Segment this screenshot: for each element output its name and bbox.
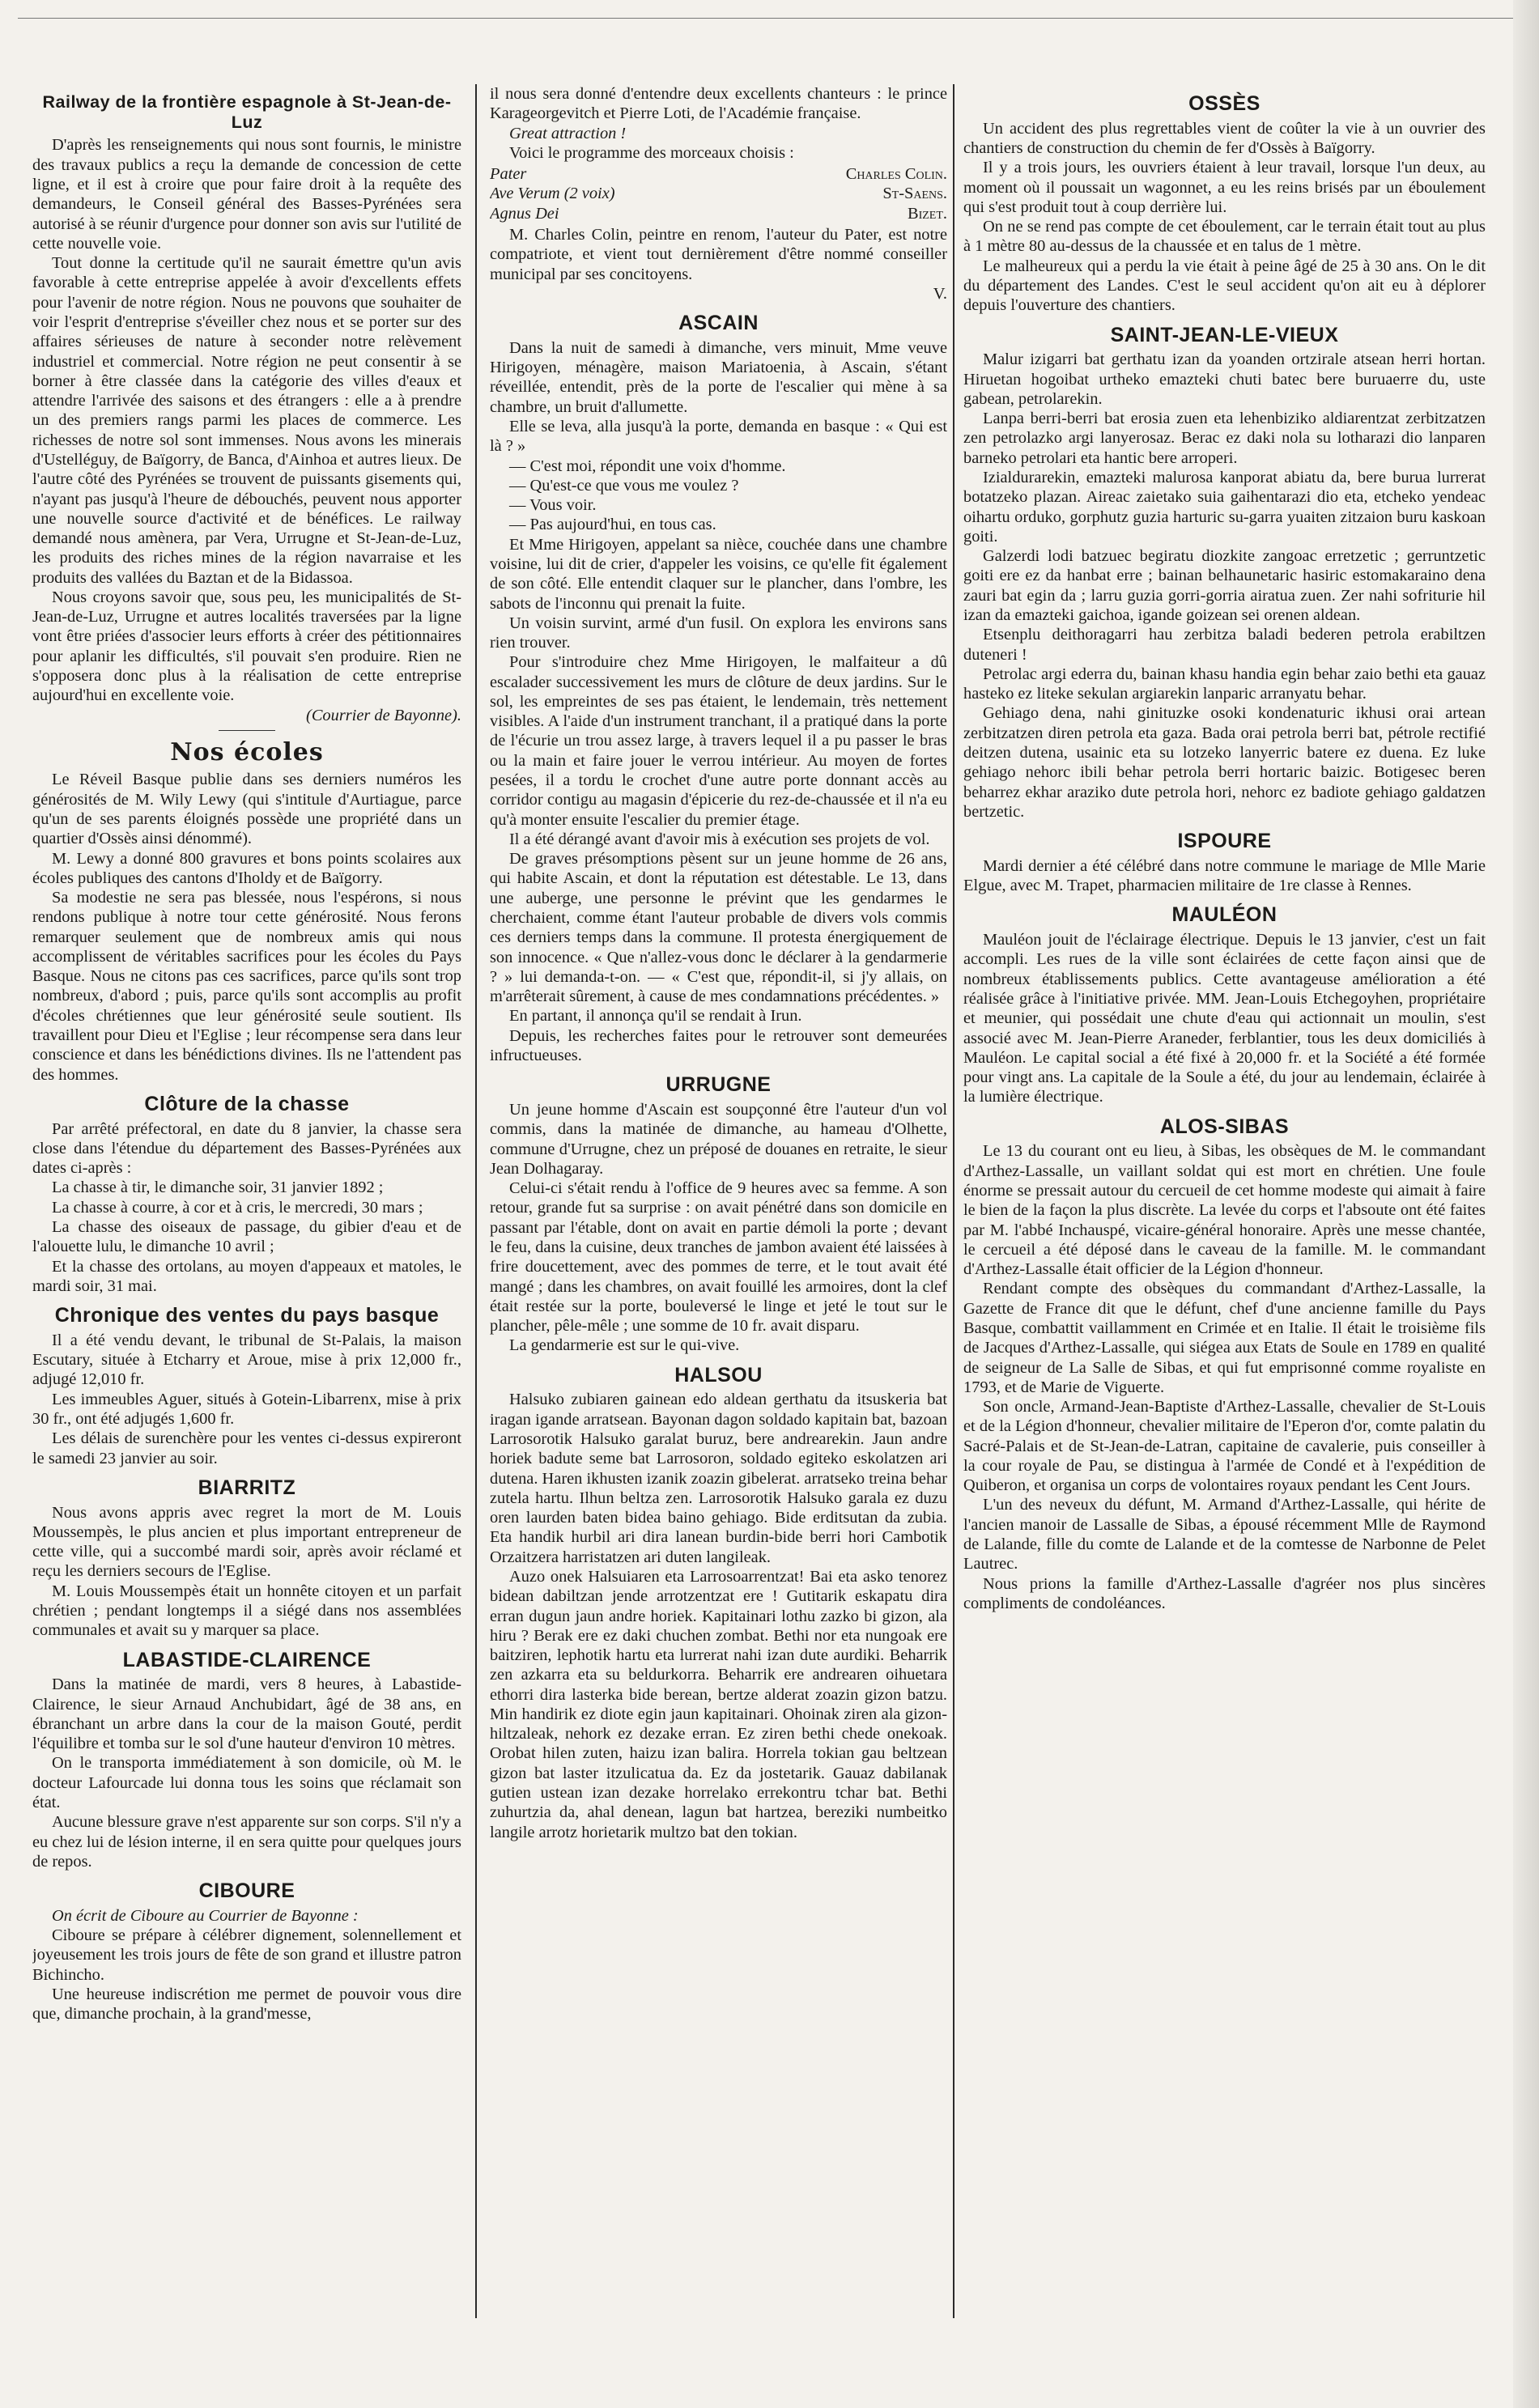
paragraph: D'après les renseignements qui nous sont fournis, le ministre des travaux publics a reçu la demande de concession de cette ligne, et il est à croire que pour faire droit à la requête des demandeurs, le Conseil général des Basses-Pyrénées sera autorisé à se réunir d'urgence pour donner son avis sur l'utilité de cette nouvelle voie. — [32, 136, 461, 253]
article-ecoles — [32, 739, 461, 1085]
paragraph: Les délais de surenchère pour les ventes ci-dessus expireront le samedi 23 janvier au soir. — [32, 1429, 461, 1467]
paragraph: Elle se leva, alla jusqu'à la porte, demanda en basque : « Qui est là ? » — [490, 417, 947, 456]
separator — [219, 730, 275, 731]
paragraph: On écrit de Ciboure au Courrier de Bayonne : — [52, 1906, 359, 1925]
program-list — [490, 164, 947, 223]
paragraph: Une heureuse indiscrétion me permet de pouvoir vous dire que, dimanche prochain, à la grand'messe, — [32, 1985, 461, 2024]
paragraph: M. Lewy a donné 800 gravures et bons points scolaires aux écoles publiques des cantons d'Iholdy et de Baïgorry. — [32, 849, 461, 887]
article-title: HALSOU — [674, 1363, 763, 1387]
paragraph: Il a été vendu devant, le tribunal de St-Palais, la maison Escutary, située à Etcharry et Aroue, mise à prix 12,000 fr., adjugé 12,010 fr. — [32, 1331, 461, 1389]
paragraph: On le transporta immédiatement à son domicile, où M. le docteur Lafourcade lui donna tous les soins que réclamait son état. — [32, 1754, 461, 1812]
article-ciboure-continued — [490, 84, 947, 304]
paragraph: Izialdurarekin, emazteki malurosa kanporat abiatu da, bere burua lurrerat botatzeko plazan. Aireac zaietako suia gaihentarazi dio eta, etcheko yendeac oihartu orduko, gorphutz guzia harturic su-garra yuaiten zitzaion buru kaskoan goiti. — [963, 469, 1486, 546]
paragraph: Celui-ci s'était rendu à l'office de 9 heures avec sa femme. A son retour, grande fut sa surprise : on avait pénétré dans son domicile en passant par l'étable, dont on avait en partie démoli la porte ; devant le feu, dans la cuisine, deux tranches de jambon avaient été laissées à frire doucettement, avec des pommes de terre, et le tout avait été mangé ; dans les chambres, on avait fouillé les armoires, dont la clef était restée sur la porte, bouleversé le linge et jeté le tout sur le plancher, pêle-mêle ; une somme de 10 fr. avait disparu. — [490, 1179, 947, 1336]
paragraph: — C'est moi, répondit une voix d'homme. — [509, 457, 786, 475]
program-item — [490, 204, 947, 223]
column-2 — [490, 84, 947, 2351]
article-saint-jean-le-vieux — [963, 324, 1486, 822]
paragraph: Malur izigarri bat gerthatu izan da yoanden ortzirale atsean herri hortan. Hiruetan hogoibat urtheko emazteki chuti batec bere buruaerre du, uste gabean, petrolarekin. — [963, 350, 1486, 408]
article-title: ALOS-SIBAS — [1159, 1115, 1290, 1138]
article-labastide — [32, 1649, 461, 1872]
article-title: Chronique des ventes du pays basque — [54, 1304, 440, 1327]
article-osses — [963, 92, 1486, 316]
paragraph: Son oncle, Armand-Jean-Baptiste d'Arthez-Lassalle, chevalier de St-Louis et de la Légion d'honneur, chevalier militaire de l'Eperon d'or, comte palatin du Sacré-Palais et de St-Jean-de-Latran, capitaine de cavalerie, puis conseiller à la cour royale de Pau, se distingua à l'armée de Condé et à l'expédition de Quiberon, et organisa un corps de volontaires royaux pendant les Cent Jours. — [963, 1398, 1486, 1495]
paragraph: Les immeubles Aguer, situés à Gotein-Libarrenx, mise à prix 30 fr., ont été adjugés 1,600 fr. — [32, 1390, 461, 1429]
signature: (Courrier de Bayonne). — [306, 706, 461, 724]
article-halsou — [490, 1364, 947, 1842]
program-piece: Pater — [490, 165, 527, 184]
program-piece: Ave Verum (2 voix) — [490, 185, 615, 203]
paragraph: Aucune blessure grave n'est apparente sur son corps. S'il n'y a eu chez lui de lésion interne, il en sera quitte pour quelques jours de repos. — [32, 1813, 461, 1871]
paragraph: Voici le programme des morceaux choisis : — [509, 143, 794, 162]
paragraph: Rendant compte des obsèques du commandant d'Arthez-Lassalle, la Gazette de France dit que le défunt, chef d'une ancienne famille du Pays Basque, combattit vaillamment en Crimée et en Italie. Il était le troisième fils de Jacques d'Arthez-Lassalle, qui siégea aux Etats de Soule en 1789 en qualité de seigneur de La Salle de Sibas, et qui fut emprisonné comme royaliste en 1793, et de Marie de Viguerte. — [963, 1280, 1486, 1396]
paragraph: Et la chasse des ortolans, au moyen d'appeaux et matoles, le mardi soir, 31 mai. — [32, 1257, 461, 1295]
paragraph: Great attraction ! — [509, 124, 627, 142]
paragraph: — Vous voir. — [509, 496, 597, 515]
program-composer: Bizet. — [907, 204, 947, 223]
paragraph: M. Louis Moussempès était un honnête citoyen et un parfait chrétien ; pendant longtemps il a siégé dans nos assemblées communales et avait su y marquer sa place. — [32, 1582, 461, 1640]
paragraph: Etsenplu deithoragarri hau zerbitza baladi bederen petrola erabiltzen duteneri ! — [963, 626, 1486, 664]
paragraph: — Qu'est-ce que vous me voulez ? — [509, 476, 739, 495]
article-ispoure — [963, 830, 1486, 895]
article-urrugne — [490, 1073, 947, 1355]
article-alos-sibas — [963, 1115, 1486, 1614]
article-title: BIARRITZ — [198, 1476, 296, 1499]
paragraph: Le Réveil Basque publie dans ses derniers numéros les générosités de M. Wily Lewy (qui s'intitule d'Aurtiague, parce qu'un de ses parents éloignés possède une propriété dans un quartier d'Ossès ainsi dénommé). — [32, 771, 461, 848]
paragraph: La chasse à courre, à cor et à cris, le mercredi, 30 mars ; — [52, 1198, 423, 1217]
paragraph: Il a été dérangé avant d'avoir mis à exécution ses projets de vol. — [509, 830, 930, 848]
paragraph: En partant, il annonça qu'il se rendait à Irun. — [509, 1007, 802, 1026]
paragraph: Auzo onek Halsuiaren eta Larrosoarrentzat! Bai eta asko tenorez bidean dabiltzan jende arrotzentzat ere ! Gutitarik eskapatu dira erran dugun jaun andre horiek. Kapitainari lothu zazko bi gizon, ala hiru ? Berak ere ez daki chuchen zombat. Bethi nor eta nungoak ere baitziren, lephotik hartu eta lurrerat nahi izan dute aurdiki. Beharrik zen azkarra eta su beldurkorra. Beharrik ere andrearen oihuetara ethorri dira lasterka bide berean, bertze alderat zoazin gizon batzu. Min handirik ez diote egin jaun kapitainari. Ohoinak ziren ala gizon-hiltzaleak, nehork ez dezake erran. Ez ziren bethi chede onekoak. Orobat hilen zuten, haizu izan balira. Horrela tokian gau beltzean gizon bat laster itzulicatua da. Ez da jostetarik. Gauaz dabilanak gutien ustean izan dezake horrelako errekontru tchar bat. Bethi zuhurtzia da, ahal denean, lagun bat hartzea, bereziki numbeitko langile arrotz horietarik multzo bat den tokian. — [490, 1567, 947, 1841]
article-railway — [32, 92, 461, 725]
article-title: ASCAIN — [678, 312, 759, 335]
signature: V. — [933, 284, 947, 303]
paragraph: Ciboure se prépare à célébrer dignement, solennellement et joyeusement les trois jours de fête de son grand et illustre patron Bichincho. — [32, 1926, 461, 1984]
paragraph: Un voisin survint, armé d'un fusil. On explora les environs sans rien trouver. — [490, 614, 947, 652]
paragraph: M. Charles Colin, peintre en renom, l'auteur du Pater, est notre compatriote, et vient tout dernièrement d'être nommé conseiller municipal par ses concitoyens. — [490, 225, 947, 283]
program-item — [490, 184, 947, 203]
article-title: Nos écoles — [170, 737, 324, 767]
column-1 — [32, 84, 461, 2351]
paragraph: Nous prions la famille d'Arthez-Lassalle d'agréer nos plus sincères compliments de condoléances. — [963, 1574, 1486, 1612]
paragraph: Gehiago dena, nahi ginituzke osoki kondenaturic ikhusi orai artean zerbitzatzen diren petrola eta gaza. Bada orai petrola berri bat, pétrole rectifié deitzen dutena, usainic eta su lotzeko lanyerric batere ez duena. Ez luke gehiago nehorc ibili behar petrola berri hortaric baizic. Botigesec beren beharrez ekhar araziko dute petrola hori, nehorc ez badiote gehiago galdatzen bertzetic. — [963, 704, 1486, 821]
paragraph: On ne se rend pas compte de cet éboulement, car le terrain était tout au plus à 1 mètre 80 au-dessus de la chaussée et en talus de 1 mètre. — [963, 218, 1486, 256]
article-ascain — [490, 312, 947, 1065]
paragraph: Dans la matinée de mardi, vers 8 heures, à Labastide-Clairence, le sieur Arnaud Anchubidart, âgé de 38 ans, en ébranchant un arbre dans la cour de la maison Gouté, perdit l'équilibre et tomba sur le sol d'une hauteur d'environ 10 mètres. — [32, 1675, 461, 1753]
program-piece: Agnus Dei — [490, 204, 559, 223]
paragraph: Un accident des plus regrettables vient de coûter la vie à un ouvrier des chantiers de construction du chemin de fer d'Ossès à Baïgorry. — [963, 119, 1486, 158]
program-item — [490, 164, 947, 184]
article-biarritz — [32, 1476, 461, 1641]
paragraph: La chasse des oiseaux de passage, du gibier d'eau et de l'alouette lulu, le dimanche 10 avril ; — [32, 1218, 461, 1256]
paragraph: Depuis, les recherches faites pour le retrouver sont demeurées infructueuses. — [490, 1026, 947, 1064]
column-rule — [953, 84, 954, 2318]
article-chasse — [32, 1093, 461, 1296]
paragraph: Nous croyons savoir que, sous peu, les municipalités de St-Jean-de-Luz, Urrugne et autres localités traversées par la ligne vont être priées d'associer leurs efforts à créer des pétitionnaires pour aplanir les difficultés, s'il pouvait s'en produire. Rien ne s'opposera donc plus à la réalisation de cette entreprise aujourd'hui en excellente voie. — [32, 588, 461, 705]
article-title: SAINT-JEAN-LE-VIEUX — [1110, 323, 1339, 346]
article-ciboure — [32, 1879, 461, 2024]
article-title: URRUGNE — [665, 1073, 772, 1097]
paragraph: Et Mme Hirigoyen, appelant sa nièce, couchée dans une chambre voisine, lui dit de crier, d'appeler les voisins, ce qu'elle fit également de son côté. Elle entendit claquer sur le plancher, dans l'ombre, les sabots de l'inconnu qui prenait la fuite. — [490, 535, 947, 613]
article-title: ISPOURE — [1177, 830, 1272, 853]
paragraph: Galzerdi lodi batzuec begiratu diozkite zangoac erretzetic ; gerruntzetic goiti ere ez da hanbat erre ; bainan belhaunetaric hasiric estomakaraino dena zauri bat egin da ; larru guzia gorri-gorria airatua zuen. Zer nahi sofriturie hil izan da emazteki gaichoa, igande goizean sei orenen aldean. — [963, 547, 1486, 624]
paragraph: Petrolac argi ederra du, bainan khasu handia egin behar zaio bethi eta gauaz hasteko ez liteke sekulan argiarekin lanparic arranyatu behar. — [963, 665, 1486, 703]
top-rule — [18, 18, 1521, 19]
article-mauleon — [963, 903, 1486, 1106]
paragraph: Sa modestie ne sera pas blessée, nous l'espérons, si nous rendons publique à notre tour cette générosité. Nous ferons remarquer seulement que de nombreux amis qui nous accomplissent de véritables sacrifices pour les écoles du Pays Basque. Nous ne citons pas ces sacrifices, parce qu'ils sont trop nombreux, d'abord ; puis, parce qu'ils sont accomplis au profit d'écoles chrétiennes que leur générosité seule soutient. Ils travaillent pour Dieu et l'Eglise ; leur récompense sera dans leur conscience et dans les bénédictions divines. Ils ne l'attendent pas des hommes. — [32, 889, 461, 1084]
paragraph: — Pas aujourd'hui, en tous cas. — [509, 516, 716, 534]
article-title: LABASTIDE-CLAIRENCE — [122, 1648, 372, 1671]
paragraph: Mardi dernier a été célébré dans notre commune le mariage de Mlle Marie Elgue, avec M. Trapet, pharmacien militaire de 1re classe à Rennes. — [963, 856, 1486, 895]
paragraph: Un jeune homme d'Ascain est soupçonné être l'auteur d'un vol commis, dans la matinée de dimanche, au hameau d'Olhette, commune d'Urrugne, chez un préposé de douanes en retraite, le sieur Jean Dolhagaray. — [490, 1101, 947, 1178]
program-composer: Charles Colin. — [845, 165, 947, 184]
paragraph: Dans la nuit de samedi à dimanche, vers minuit, Mme veuve Hirigoyen, ménagère, maison Mariatoenia, à Ascain, s'étant réveillée, entendit, près de la porte de l'escalier qui mène à sa chambre, un bruit d'allumette. — [490, 338, 947, 416]
paragraph: La gendarmerie est sur le qui-vive. — [509, 1336, 740, 1355]
paragraph: Pour s'introduire chez Mme Hirigoyen, le malfaiteur a dû escalader successivement les murs de clôture de deux jardins. Sur le sol, les empreintes de ses pas étaient, le lendemain, très nettement visibles. A l'aide d'un instrument tranchant, il a pratiqué dans la porte de l'écurie un trou assez large, à travers lequel il a pu passer le bras ou la main et faire jouer le verrou intérieur. Au moyen de fortes pesées, il a tordu le crochet d'une autre porte donnant accès au corridor contigu au magasin d'épicerie du rez-de-chaussée et il n'a eu qu'à monter ensuite l'escalier du premier étage. — [490, 653, 947, 829]
paragraph: L'un des neveux du défunt, M. Armand d'Arthez-Lassalle, qui hérite de l'ancien manoir de Lassalle de Sibas, a épousé récemment Mlle de Raymond de Lalande, fille du comte de Lalande et de la comtesse de Narbonne de Pelet Lautrec. — [963, 1496, 1486, 1573]
paragraph: Mauléon jouit de l'éclairage électrique. Depuis le 13 janvier, c'est un fait accompli. Les rues de la ville sont éclairées de cette façon ainsi que de nombreux établissements publics. Cette avantageuse amélioration a été réalisée grâce à l'initiative privée. MM. Jean-Louis Etchegoyhen, propriétaire et meunier, qui possédait une chute d'eau qui actionnait un moulin, s'est associé avec M. Jean-Pierre Araneder, ferblantier, tous les deux domiciliés à Mauléon. Le capital social a été fixé à 20,000 fr. et la Société a été formée pour vingt ans. La capitale de la Soule a été, du jour au lendemain, éclairée à la lumière électrique. — [963, 931, 1486, 1106]
paragraph: La chasse à tir, le dimanche soir, 31 janvier 1892 ; — [52, 1179, 384, 1197]
article-title: CIBOURE — [198, 1879, 295, 1903]
article-title: OSSÈS — [1188, 92, 1261, 115]
paragraph: Par arrêté préfectoral, en date du 8 janvier, la chasse sera close dans l'étendue du département des Basses-Pyrénées aux dates ci-après : — [32, 1119, 461, 1178]
paragraph: Il y a trois jours, les ouvriers étaient à leur travail, lorsque l'un deux, au moment où il poussait un wagonnet, a eu les reins brisés par un éboulement qui s'est produit tout à coup derrière lui. — [963, 159, 1486, 216]
program-composer: St-Saens. — [882, 185, 947, 203]
article-title: Railway de la frontière espagnole à St-Jean-de-Luz — [42, 92, 452, 132]
paragraph: Tout donne la certitude qu'il ne saurait émettre qu'un avis favorable à cette entreprise appelée à avoir d'excellents effets pour l'avenir de notre région. Nous ne pouvons que souhaiter de voir l'esprit d'entreprise s'éveiller chez nous et se porter sur des affaires sérieuses de nature à seconder notre relèvement industriel et commercial. Notre région ne peut consentir à se borner à être classée dans la catégorie des villes d'eaux et attendre l'arrivée des saisons et des étrangers : elle a à prendre un des premiers rangs parmi les places de commerce. Les richesses de notre sol sont immenses. Nous avons les minerais d'Ustelléguy, de Baïgorry, de Banca, d'Ainhoa et autres lieux. De l'autre côté des Pyrénées se trouvent de puissants gisements qui, n'ayant pas jusqu'à l'heure de débouchés, peuvent nous apporter une nouvelle source d'activité et de bénéfices. Le railway demandé nous amènera, par Vera, Urrugne et St-Jean-de-Luz, les produits des riches mines de la région navarraise et les produits des vallées du Baztan et de la Bidassoa. — [32, 254, 461, 587]
paragraph: Le 13 du courant ont eu lieu, à Sibas, les obsèques de M. le commandant d'Arthez-Lassalle, un vaillant soldat qui est mort en chrétien. Une foule énorme se pressait autour du cercueil de cet homme modeste qui aimait à faire le bien de la façon la plus discrète. La levée du corps et l'absoute ont été faites par M. l'abbé Inchauspé, vicaire-général honoraire. Après une messe chantée, le cercueil a été déposé dans le caveau de la famille. M. le commandant d'Arthez-Lassalle était officier de la Légion d'honneur. — [963, 1142, 1486, 1279]
column-3 — [963, 84, 1486, 2351]
article-title: Clôture de la chasse — [144, 1092, 350, 1115]
paragraph: De graves présomptions pèsent sur un jeune homme de 26 ans, qui habite Ascain, et dont la réputation est détestable. Le 13, dans une auberge, une personne le prévint que les gendarmes le cherchaient, comme étant l'auteur probable de divers vols commis ces derniers temps dans la commune. Il protesta énergiquement de son innocence. « Que n'allez-vous donc le déclarer à la gendarmerie ? » lui demanda-t-on. — « C'est que, répondit-il, si j'y allais, on m'arrêterait sûrement, à cause de mes condamnations précédentes. » — [490, 850, 947, 1006]
article-ventes — [32, 1304, 461, 1468]
paragraph: il nous sera donné d'entendre deux excellents chanteurs : le prince Karageorgevitch et Pierre Loti, de l'Académie française. — [490, 85, 947, 123]
paragraph: Nous avons appris avec regret la mort de M. Louis Moussempès, le plus ancien et plus important entrepreneur de cette ville, qui a succombé mardi soir, après avoir réclamé et reçu les derniers secours de l'Eglise. — [32, 1503, 461, 1581]
article-title: MAULÉON — [1171, 903, 1278, 927]
paragraph: Le malheureux qui a perdu la vie était à peine âgé de 25 à 30 ans. On le dit du département des Landes. C'est le seul accident qu'on ait eu à déplorer depuis l'ouverture des chantiers. — [963, 257, 1486, 315]
paragraph: Lanpa berri-berri bat erosia zuen eta lehenbiziko aldiarentzat zerbitzatzen zen petrolazko argi lanyerosaz. Berac ez daki nola su lotharazi dio lanparen barneko petrolari eta hantic bere arroperi. — [963, 410, 1486, 467]
paragraph: Halsuko zubiaren gainean edo aldean gerthatu da itsuskeria bat iragan igande arratsean. Bayonan dagon soldado kapitain bat, bazoan Larrosorotik Halsuko garalat buruz, bere andrearekin. Jaun andre horiek badute seme bat Larrosoron, soldado egiteko eskolatzen ari dutena. Haren ikhusten izanik zoazin gibelerat. arratseko treina behar zutela hartu. Ilhun beltza zen. Larrosorotik Halsuko garala ez duzu oren laurden baten bidea baino gehiago. Bide erditsutan da zubia. Eta handik hurbil ari dira lanean burdin-bide berri hori Cambotik Orzaitzera harristatzen ari duten langileak. — [490, 1391, 947, 1566]
column-rule — [475, 84, 477, 2318]
page-edge — [1513, 0, 1539, 2408]
